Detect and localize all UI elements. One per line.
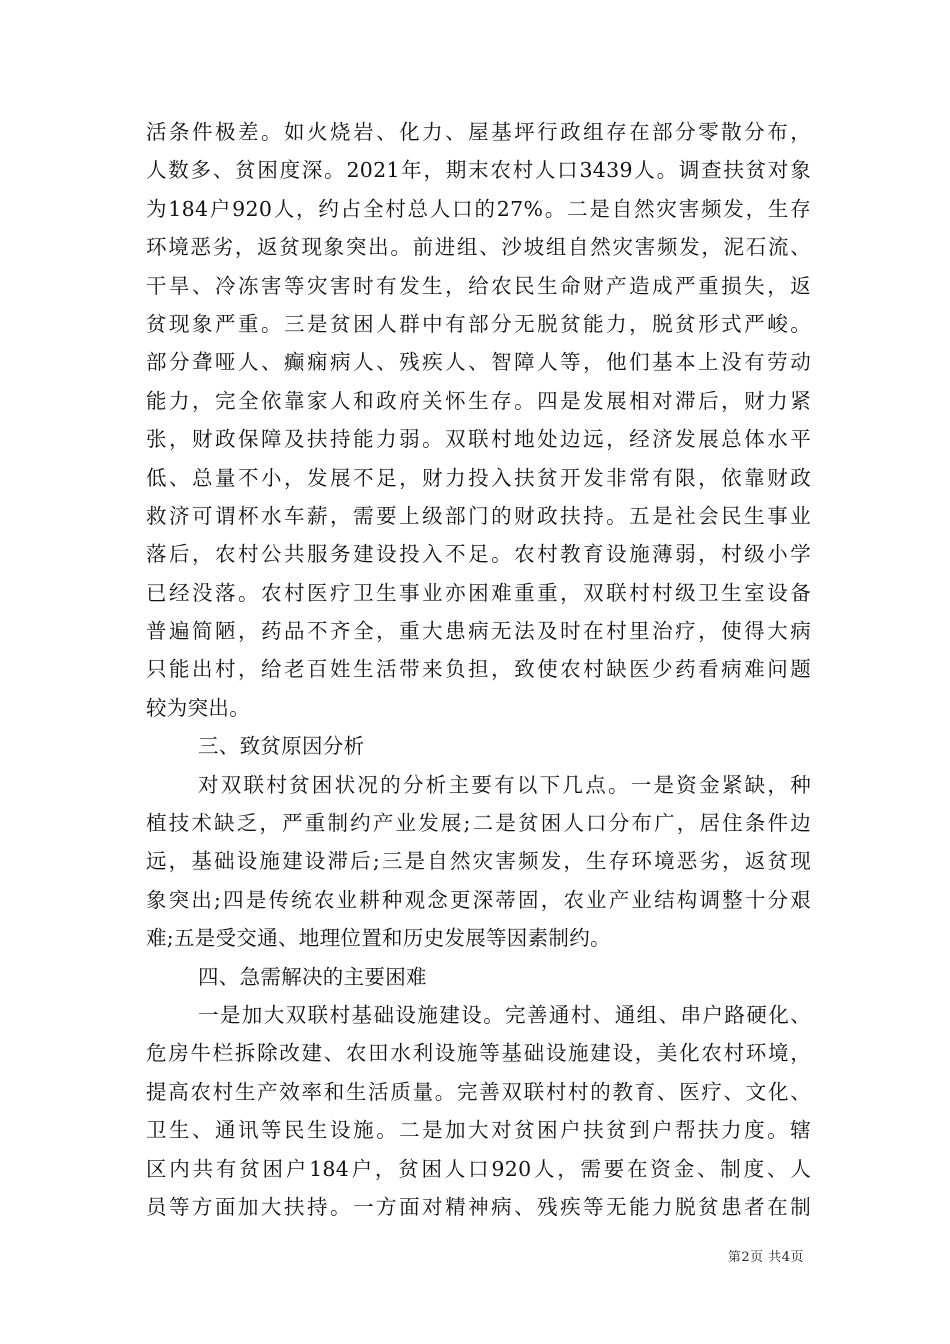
text-line: 低、总量不小，发展不足，财力投入扶贫开发非常有限，依靠财政 [146, 465, 811, 490]
text-line: 环境恶劣，返贫现象突出。前进组、沙坡组自然灾害频发，泥石流、 [146, 235, 811, 260]
document-body [146, 113, 811, 1226]
text-line: 救济可谓杯水车薪，需要上级部门的财政扶持。五是社会民生事业 [146, 503, 811, 528]
section-heading: 三、致贫原因分析 [198, 734, 365, 759]
page-number: 第2页 共4页 [727, 1250, 804, 1265]
text-line: 提高农村生产效率和生活质量。完善双联村村的教育、医疗、文化、 [146, 1079, 811, 1104]
text-line: 部分聋哑人、癫痫病人、残疾人、智障人等，他们基本上没有劳动 [146, 350, 811, 375]
text-line: 远，基础设施建设滞后;三是自然灾害频发，生存环境恶劣，返贫现 [146, 849, 811, 874]
text-line: 贫现象严重。三是贫困人群中有部分无脱贫能力，脱贫形式严峻。 [146, 311, 811, 336]
text-line: 普遍简陋，药品不齐全，重大患病无法及时在村里治疗，使得大病 [146, 619, 811, 644]
text-line: 人数多、贫困度深。2021年，期末农村人口3439人。调查扶贫对象 [146, 158, 811, 183]
text-line: 能力，完全依靠家人和政府关怀生存。四是发展相对滞后，财力紧 [146, 388, 811, 413]
text-line: 已经没落。农村医疗卫生事业亦困难重重，双联村村级卫生室设备 [146, 580, 811, 605]
text-line: 员等方面加大扶持。一方面对精神病、残疾等无能力脱贫患者在制 [146, 1194, 811, 1219]
text-line: 卫生、通讯等民生设施。二是加大对贫困户扶贫到户帮扶力度。辖 [146, 1118, 811, 1143]
text-line: 为184户920人，约占全村总人口的27%。二是自然灾害频发，生存 [146, 196, 811, 221]
text-line: 对双联村贫困状况的分析主要有以下几点。一是资金紧缺，种 [198, 772, 811, 797]
text-line: 危房牛栏拆除改建、农田水利设施等基础设施建设，美化农村环境， [146, 1041, 811, 1066]
text-line: 较为突出。 [146, 695, 250, 720]
text-line: 落后，农村公共服务建设投入不足。农村教育设施薄弱，村级小学 [146, 542, 811, 567]
text-line: 区内共有贫困户184户，贫困人口920人，需要在资金、制度、人 [146, 1156, 811, 1181]
text-line: 一是加大双联村基础设施建设。完善通村、通组、串户路硬化、 [198, 1002, 811, 1027]
text-line: 象突出;四是传统农业耕种观念更深蒂固，农业产业结构调整十分艰 [146, 887, 811, 912]
text-line: 难;五是受交通、地理位置和历史发展等因素制约。 [146, 926, 611, 951]
text-line: 植技术缺乏，严重制约产业发展;二是贫困人口分布广，居住条件边 [146, 811, 811, 836]
text-line: 干旱、冷冻害等灾害时有发生，给农民生命财产造成严重损失，返 [146, 273, 811, 298]
text-line: 只能出村，给老百姓生活带来负担，致使农村缺医少药看病难问题 [146, 657, 811, 682]
section-heading: 四、急需解决的主要困难 [198, 964, 427, 989]
text-line: 张，财政保障及扶持能力弱。双联村地处边远，经济发展总体水平 [146, 427, 811, 452]
text-line: 活条件极差。如火烧岩、化力、屋基坪行政组存在部分零散分布， [146, 120, 811, 144]
